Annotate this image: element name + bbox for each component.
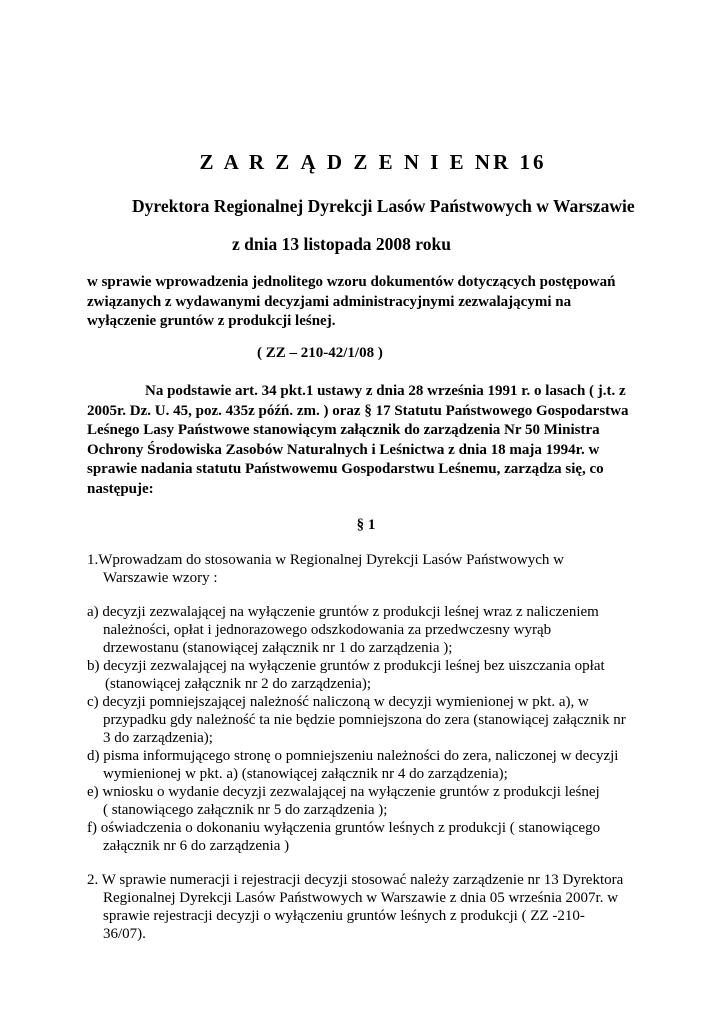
legal-basis-line: Leśnego Lasy Państwowe stanowiącym załącznik do zarządzenia Nr 50 Ministra: [87, 422, 600, 438]
item-a-line: drzewostanu (stanowiącej załącznik nr 1 do zarządzenia );: [103, 640, 453, 656]
point-1-line: 1.Wprowadzam do stosowania w Regionalnej Dyrekcji Lasów Państwowych w: [87, 552, 564, 568]
item-f-line: f) oświadczenia o dokonaniu wyłączenia gruntów leśnych z produkcji ( stanowiącego: [87, 820, 601, 836]
legal-basis-line: następuje:: [87, 480, 154, 497]
point-2-line: 2. W sprawie numeracji i rejestracji decyzji stosować należy zarządzenie nr 13 Dyrektora: [87, 872, 624, 888]
item-e: [87, 783, 600, 819]
item-f: [87, 819, 600, 855]
item-c-line: c) decyzji pomniejszającej należność naliczoną w decyzji wymienionej w pkt. a), w: [87, 694, 589, 710]
point-2-line: 36/07).: [103, 926, 146, 942]
item-b-line: b) decyzji zezwalającej na wyłączenie gruntów z produkcji leśnej bez uiszczania opłat: [87, 658, 605, 674]
item-c-line: przypadku gdy należność ta nie będzie pomniejszona do zera (stanowiącej załącznik nr: [103, 712, 626, 728]
section-mark: § 1: [356, 517, 376, 533]
subject-line: w sprawie wprowadzenia jednolitego wzoru dokumentów dotyczących postępowań: [87, 274, 616, 290]
subject-line: związanych z wydawanymi decyzjami administracyjnymi zezwalającymi na: [87, 293, 572, 310]
legal-basis-line: Ochrony Środowiska Zasobów Naturalnych i Leśnictwa z dnia 18 maja 1994r. w: [87, 441, 600, 458]
document-issuer: Dyrektora Regionalnej Dyrekcji Lasów Państwowych w Warszawie: [132, 196, 635, 216]
document-date: z dnia 13 listopada 2008 roku: [232, 234, 451, 254]
document-subject: [87, 273, 647, 332]
point-2-line: Regionalnej Dyrekcji Lasów Państwowych w Warszawie z dnia 05 września 2007r. w: [103, 890, 619, 906]
item-a: [87, 603, 599, 657]
item-e-line: e) wniosku o wydanie decyzji zezwalającej na wyłączenie gruntów z produkcji leśnej: [87, 784, 600, 800]
point-2-line: sprawie rejestracji decyzji o wyłączeniu gruntów leśnych z produkcji ( ZZ -210-: [103, 908, 585, 924]
legal-basis-line: 2005r. Dz. U. 45, poz. 435z późń. zm. ) oraz § 17 Statutu Państwowego Gospodarstwa: [87, 402, 629, 419]
item-d-line: d) pisma informującego stronę o pomniejszeniu należności do zera, naliczonej w decyzji: [87, 748, 619, 764]
item-f-line: załącznik nr 6 do zarządzenia ): [103, 838, 290, 854]
item-b-line: (stanowiącej załącznik nr 2 do zarządzenia);: [105, 676, 372, 692]
subject-line: wyłączenie gruntów z produkcji leśnej.: [87, 313, 336, 329]
point-1: [87, 551, 564, 587]
point-2: [87, 871, 623, 943]
item-a-line: a) decyzji zezwalającej na wyłączenie gruntów z produkcji leśnej wraz z naliczeniem: [87, 604, 599, 620]
item-b: [87, 657, 605, 693]
document-title: Z A R Z Ą D Z E N I E NR 16: [199, 150, 547, 174]
item-c: [87, 693, 626, 747]
document-reference: ( ZZ – 210-42/1/08 ): [257, 345, 383, 361]
point-1-line: Warszawie wzory :: [103, 570, 218, 586]
legal-basis-line: sprawie nadania statutu Państwowemu Gospodarstwu Leśnemu, zarządza się, co: [87, 461, 604, 477]
item-d: [87, 747, 618, 783]
legal-basis-line: Na podstawie art. 34 pkt.1 ustawy z dnia 28 września 1991 r. o lasach ( j.t. z: [145, 383, 626, 399]
legal-basis: [87, 382, 629, 499]
item-a-line: należności, opłat i jednorazowego odszkodowania za przedwczesny wyrąb: [103, 622, 552, 638]
item-e-line: ( stanowiącego załącznik nr 5 do zarządzenia );: [103, 802, 388, 818]
item-d-line: wymienionej w pkt. a) (stanowiącej załącznik nr 4 do zarządzenia);: [103, 766, 508, 782]
item-c-line: 3 do zarządzenia);: [103, 730, 213, 746]
